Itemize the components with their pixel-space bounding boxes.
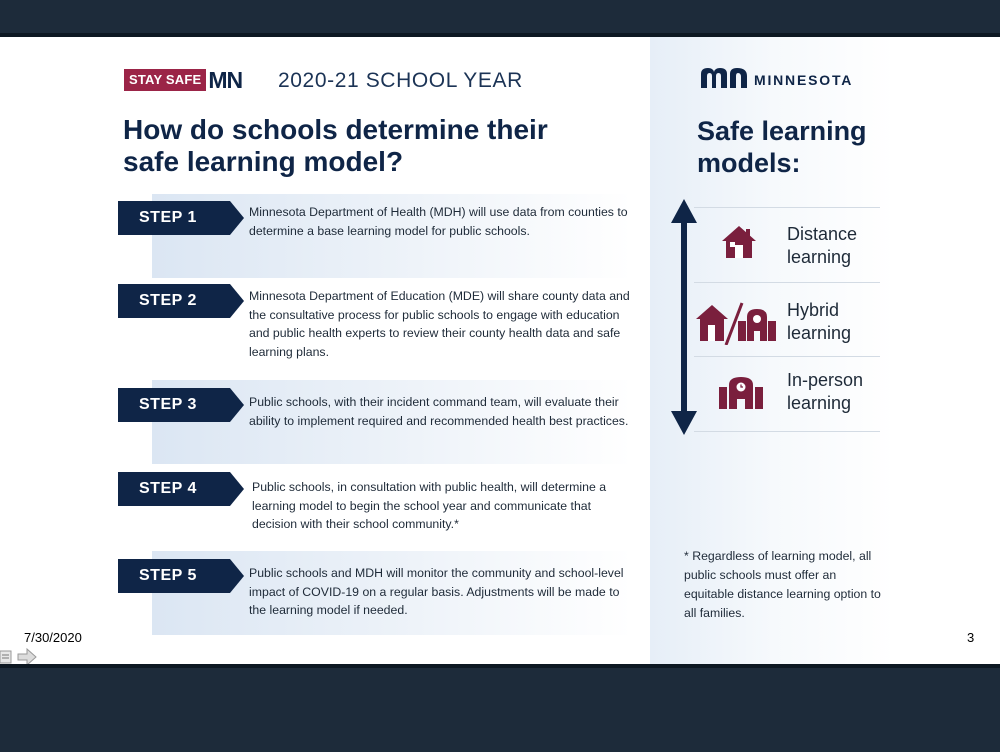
side-title: Safe learning models: — [697, 116, 867, 178]
step-1 — [118, 194, 638, 278]
step-3 — [118, 380, 638, 464]
divider — [694, 431, 880, 432]
viewer-top-bar — [0, 0, 1000, 33]
page-title: How do schools determine their safe learning model? — [123, 114, 548, 177]
model-hybrid — [694, 285, 880, 359]
step-text: Minnesota Department of Education (MDE) will share county data and the consultative process for public schools to engage with education and public health experts to review their county health data and safe learning plans. — [249, 289, 630, 359]
model-label-line2: learning — [787, 323, 852, 343]
minnesota-wordmark: MINNESOTA — [754, 72, 854, 88]
step-label: STEP 3 — [118, 388, 230, 422]
step-2 — [118, 277, 638, 361]
step-label: STEP 2 — [118, 284, 230, 318]
model-label — [787, 369, 863, 415]
school-year-heading: 2020-21 SCHOOL YEAR — [278, 69, 523, 92]
model-distance — [694, 210, 880, 284]
model-label-line1: In-person — [787, 370, 864, 390]
step-text: Public schools and MDH will monitor the community and school-level impact of COVID-19 on a regular basis. Adjustments will be made to the learning model if needed. — [249, 566, 624, 617]
step-5 — [118, 551, 638, 635]
model-label-line1: Hybrid — [787, 300, 840, 320]
model-label — [787, 299, 851, 345]
step-text: Minnesota Department of Health (MDH) will use data from counties to determine a base learning model for public schools. — [249, 205, 628, 238]
divider — [694, 356, 880, 357]
step-label: STEP 5 — [118, 559, 230, 593]
model-in-person — [694, 359, 880, 433]
school-icon — [719, 375, 763, 411]
footnote: * Regardless of learning model, all public schools must offer an equitable distance learning option to all families. — [684, 549, 881, 620]
house-school-icon — [696, 301, 778, 345]
model-label-line2: learning — [787, 247, 852, 267]
stay-safe-mn-logo — [124, 68, 242, 92]
next-arrow-icon[interactable] — [18, 649, 36, 664]
stay-safe-badge: STAY SAFE — [124, 69, 206, 91]
slide-nav-controls[interactable] — [0, 645, 40, 664]
slide — [0, 37, 1000, 664]
slide-date: 7/30/2020 — [24, 630, 82, 645]
step-text: Public schools, in consultation with public health, will determine a learning model to begin the school year and communicate that decision with their school community.* — [252, 480, 607, 531]
model-label-line2: learning — [787, 393, 852, 413]
notes-icon[interactable] — [0, 651, 11, 663]
viewer-bottom-bar — [0, 668, 1000, 752]
step-text: Public schools, with their incident command team, will evaluate their ability to implement required and recommended health best practices. — [249, 395, 629, 428]
slide-page-number: 3 — [967, 630, 975, 645]
mn-logo-icon — [701, 68, 747, 88]
house-icon — [720, 224, 758, 260]
brand-mn: MN — [208, 67, 243, 93]
divider — [694, 282, 880, 283]
model-label — [787, 223, 857, 269]
step-label: STEP 1 — [118, 201, 230, 235]
step-4 — [118, 468, 638, 552]
step-label: STEP 4 — [118, 472, 230, 506]
divider — [694, 207, 880, 208]
model-label-line1: Distance — [787, 224, 858, 244]
